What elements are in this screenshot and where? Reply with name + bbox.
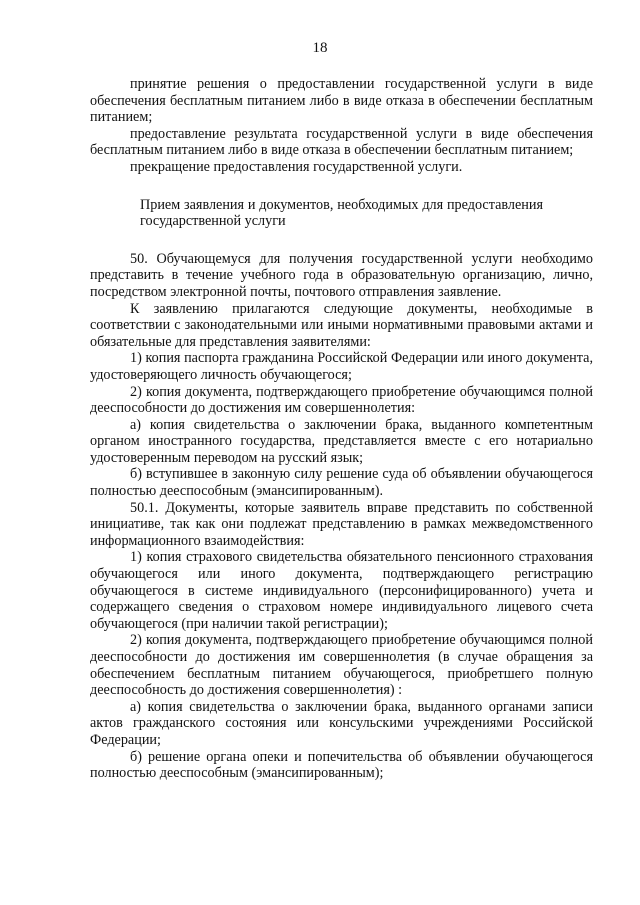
list-item-court-decision: б) вступившее в законную силу решение суда об объявлении обучающегося полностью дееспособным (эмансипированным). [90,466,593,500]
list-item-capacity-doc: 2) копия документа, подтверждающего приобретение обучающимся полной дееспособности до достижения им совершеннолетия: [90,383,593,417]
list-item-marriage-registry: а) копия свидетельства о заключении брака, выданного органами записи актов гражданского состояния или консульскими учреждениями Российской Федерации; [90,698,593,748]
spacer [90,176,593,197]
section-heading: Прием заявления и документов, необходимых для предоставления государственной услуги [140,196,543,230]
list-item-pension-insurance: 1) копия страхового свидетельства обязательного пенсионного страхования обучающегося или иного документа, подтверждающего регистрацию обучающегося в системе индивидуального (персонифицированного) учета и содержащего сведения о страховом номере индивидуального лицевого счета обучающегося (при наличии такой регистрации); [90,549,593,632]
list-item-passport: 1) копия паспорта гражданина Российской Федерации или иного документа, удостоверяющего личность обучающегося; [90,350,593,383]
paragraph-termination: прекращение предоставления государственной услуги. [130,158,463,175]
paragraph-50-1: 50.1. Документы, которые заявитель вправе представить по собственной инициативе, так как они подлежат представлению в рамках межведомственного информационного взаимодействия: [90,499,593,549]
spacer [90,230,593,251]
document-body [90,76,593,782]
paragraph-attachments: К заявлению прилагаются следующие документы, необходимые в соответствии с законодательными или иными нормативными правовыми актами и обязательные для представления заявителями: [90,300,593,350]
list-item-marriage-foreign: а) копия свидетельства о заключении брака, выданного компетентным органом иностранного государства, представляется вместе с его нотариально удостоверенным переводом на русский язык; [90,416,593,466]
paragraph-decision: принятие решения о предоставлении государственной услуги в виде обеспечения бесплатным питанием либо в виде отказа в обеспечении бесплатным питанием; [90,76,593,126]
page-number: 18 [312,40,328,56]
list-item-capacity-doc-2: 2) копия документа, подтверждающего приобретение обучающимся полной дееспособности до достижения им совершеннолетия (в случае обращения за обеспечением бесплатным питанием обучающегося, приобретшего полную дееспособность до достижения совершеннолетия) : [90,632,593,699]
list-item-guardianship: б) решение органа опеки и попечительства об объявлении обучающегося полностью дееспособным (эмансипированным); [90,748,593,782]
paragraph-50: 50. Обучающемуся для получения государственной услуги необходимо представить в течение учебного года в образовательную организацию, лично, посредством электронной почты, почтового отправления заявление. [90,250,593,300]
paragraph-result: предоставление результата государственной услуги в виде обеспечения бесплатным питанием либо в виде отказа в обеспечении бесплатным питанием; [90,125,593,159]
